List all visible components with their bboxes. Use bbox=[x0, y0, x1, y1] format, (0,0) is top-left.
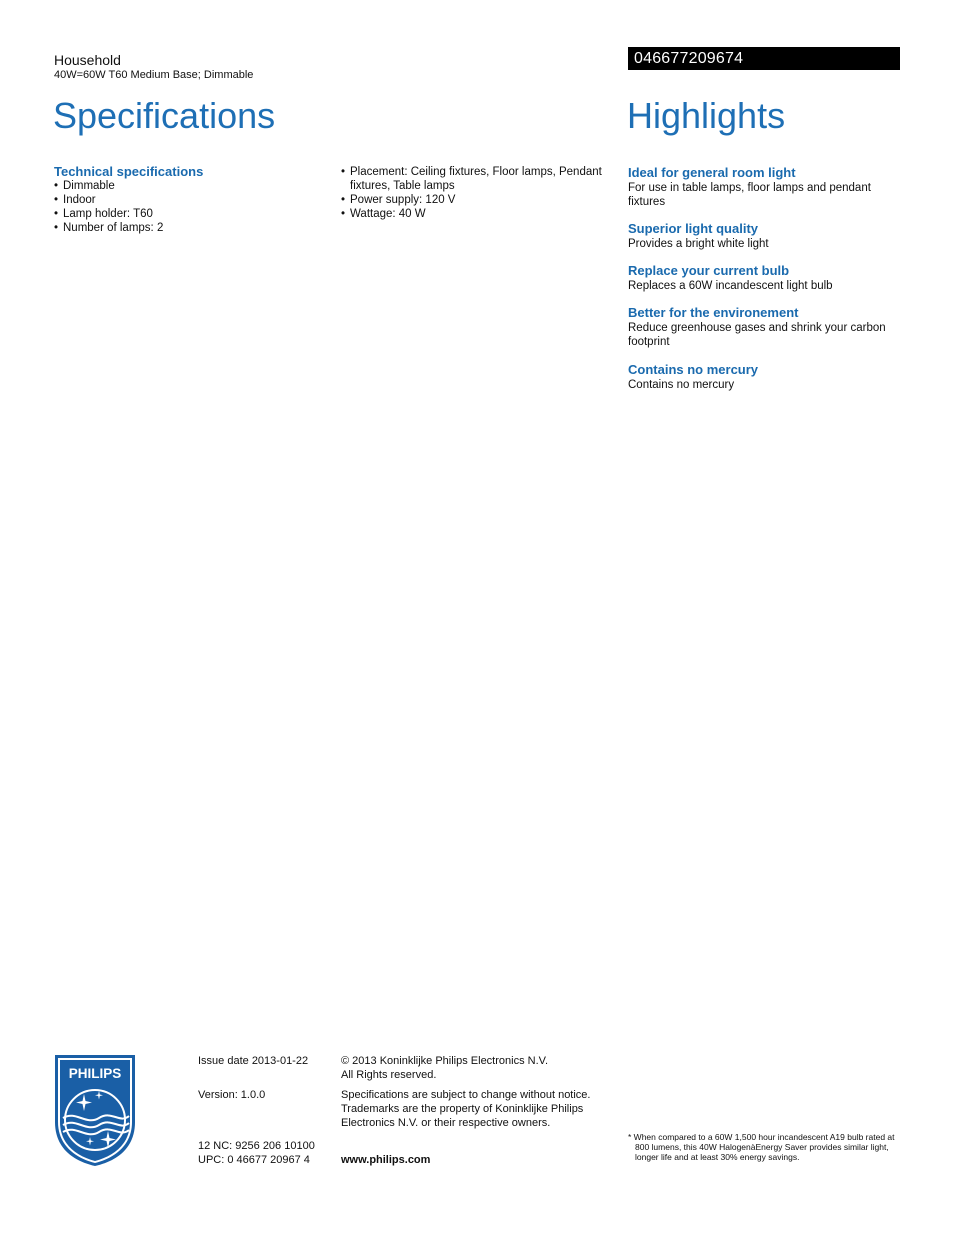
highlight-description: Reduce greenhouse gases and shrink your carbon footprint bbox=[628, 322, 886, 348]
philips-logo-wordmark: PHILIPS bbox=[68, 1066, 122, 1081]
product-code-bar bbox=[628, 47, 900, 70]
spec-list-column-1 bbox=[54, 179, 314, 235]
highlight-item bbox=[628, 263, 900, 293]
highlight-item bbox=[628, 305, 900, 349]
highlight-title: Replace your current bulb bbox=[628, 263, 790, 278]
website-link[interactable]: www.philips.com bbox=[341, 1154, 431, 1166]
highlight-description: Provides a bright white light bbox=[628, 238, 769, 250]
highlight-item bbox=[628, 221, 900, 251]
highlight-title: Superior light quality bbox=[628, 221, 759, 236]
highlights-title: Highlights bbox=[627, 95, 786, 136]
upc-number: UPC: 0 46677 20967 4 bbox=[198, 1154, 310, 1166]
spec-item: • Lamp holder: T60 bbox=[54, 207, 314, 221]
product-code: 046677209674 bbox=[634, 50, 744, 67]
rights-reserved: All Rights reserved. bbox=[341, 1069, 437, 1081]
highlight-description: Contains no mercury bbox=[628, 379, 735, 391]
highlight-title: Contains no mercury bbox=[628, 362, 759, 377]
product-subtitle: 40W=60W T60 Medium Base; Dimmable bbox=[54, 69, 254, 81]
highlight-description: For use in table lamps, floor lamps and pendant fixtures bbox=[628, 182, 871, 208]
footnote: * When compared to a 60W 1,500 hour incandescent A19 bulb rated at 800 lumens, this 40W HalogenàEnergy Saver provides similar light, longer life and at least 30% energy savings. bbox=[628, 1132, 895, 1162]
highlight-description: Replaces a 60W incandescent light bulb bbox=[628, 280, 833, 292]
philips-shield-logo bbox=[54, 1054, 136, 1166]
technical-specs-heading: Technical specifications bbox=[54, 164, 204, 179]
spec-item: • Power supply: 120 V bbox=[341, 193, 606, 207]
highlight-title: Ideal for general room light bbox=[628, 165, 796, 180]
spec-item: • Indoor bbox=[54, 193, 314, 207]
copyright: © 2013 Koninklijke Philips Electronics N.V. bbox=[341, 1055, 549, 1067]
spec-list-column-2 bbox=[341, 165, 606, 221]
specifications-title: Specifications bbox=[53, 95, 276, 136]
issue-date: Issue date 2013-01-22 bbox=[198, 1055, 309, 1067]
nc-number: 12 NC: 9256 206 10100 bbox=[198, 1140, 315, 1152]
disclaimer: Specifications are subject to change without notice. Trademarks are the property of Koninklijke Philips Electronics N.V. or their respective owners. bbox=[341, 1089, 591, 1129]
spec-item: • Wattage: 40 W bbox=[341, 207, 606, 221]
spec-item: • Placement: Ceiling fixtures, Floor lamps, Pendant fixtures, Table lamps bbox=[341, 165, 606, 193]
spec-item: • Number of lamps: 2 bbox=[54, 221, 314, 235]
highlight-item bbox=[628, 165, 900, 209]
highlight-item bbox=[628, 362, 900, 392]
product-category: Household bbox=[54, 52, 121, 68]
version: Version: 1.0.0 bbox=[198, 1089, 266, 1101]
highlight-title: Better for the environement bbox=[628, 305, 799, 320]
spec-item: • Dimmable bbox=[54, 179, 314, 193]
